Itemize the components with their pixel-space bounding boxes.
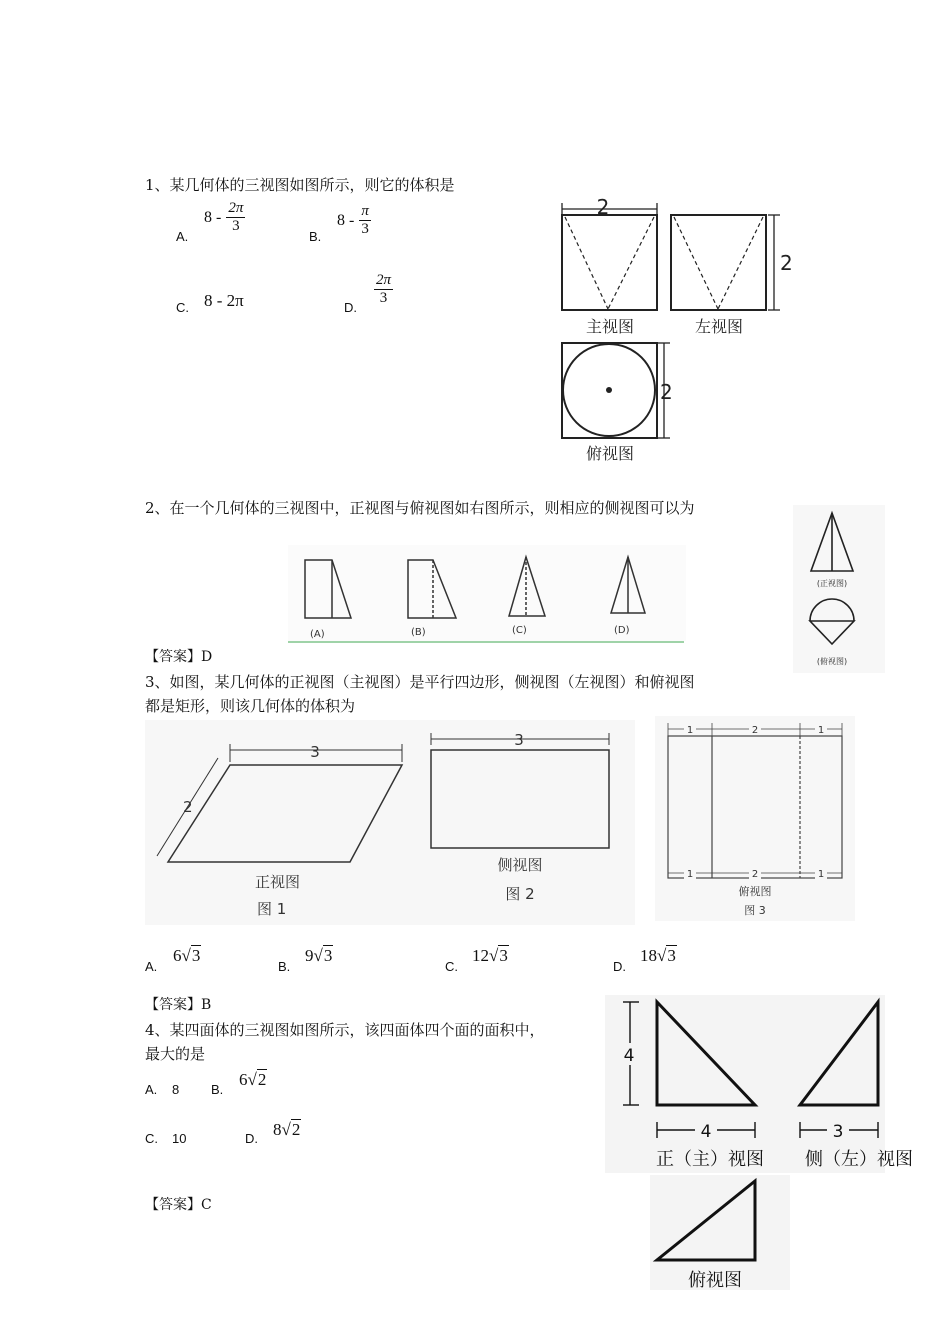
q1-three-view-figure bbox=[540, 195, 800, 470]
q1-option-c-letter: C. bbox=[176, 300, 189, 315]
q1-front-view-square bbox=[562, 215, 657, 310]
q2-front-view-label: (正视图) bbox=[816, 579, 848, 588]
q3-top-view-figure bbox=[655, 716, 855, 921]
q3-option-c-value: 12√3 bbox=[472, 946, 508, 965]
q1-option-d-expr bbox=[374, 272, 393, 307]
q1-option-a-fraction: $\frac{2\pi}{3}$ bbox=[228, 200, 244, 234]
q4-front-width-dim: 4 bbox=[700, 1122, 712, 1142]
q4-side-width-dim: 3 bbox=[832, 1122, 844, 1142]
q3-option-a-value: 6√3 bbox=[173, 946, 201, 965]
q1-option-d-letter: D. bbox=[344, 300, 357, 315]
q3-option-b-letter: B. bbox=[278, 959, 291, 974]
q4-option-d-value: 8√2 bbox=[273, 1120, 301, 1139]
q1-option-d-fraction: $\frac{2\pi}{3}$ bbox=[376, 272, 392, 306]
q3-option-b-value: 9√3 bbox=[305, 946, 333, 965]
q3-fig3-seg1-bottom: 1 bbox=[686, 869, 694, 880]
q3-fig2-top-dim: 3 bbox=[514, 731, 524, 749]
q1-stem: 1、某几何体的三视图如图所示，则它的体积是 bbox=[145, 176, 455, 194]
q2-choice-a-label: (A) bbox=[310, 629, 325, 640]
q1-option-b-expr bbox=[337, 203, 371, 238]
q3-fig3-seg3-bottom: 1 bbox=[817, 869, 825, 880]
q1-dim-top: 2 bbox=[596, 195, 610, 219]
q1-option-a-letter: A. bbox=[176, 229, 189, 244]
q4-top-label: 俯视图 bbox=[688, 1270, 742, 1291]
q2-stem: 2、在一个几何体的三视图中，正视图与俯视图如右图所示，则相应的侧视图可以为 bbox=[145, 499, 695, 517]
q1-front-label: 主视图 bbox=[585, 317, 635, 336]
q2-choice-b-label: (B) bbox=[411, 627, 426, 638]
q3-fig1-side-dim: 2 bbox=[183, 798, 193, 816]
q1-side-view-square bbox=[671, 215, 766, 310]
q3-stem-line1: 3、如图，某几何体的正视图（主视图）是平行四边形，侧视图（左视图）和俯视图 bbox=[145, 673, 695, 691]
q3-answer: 【答案】B bbox=[145, 997, 212, 1013]
q1-top-label: 俯视图 bbox=[585, 444, 635, 463]
q1-side-label: 左视图 bbox=[694, 317, 744, 336]
q3-fig3-seg2-bottom: 2 bbox=[751, 869, 759, 880]
q4-option-a-value: 8 bbox=[172, 1082, 180, 1097]
q3-fig3-name: 俯视图 bbox=[738, 885, 772, 898]
q4-option-a-letter: A. bbox=[145, 1082, 158, 1097]
q4-height-dim: 4 bbox=[623, 1046, 635, 1066]
q1-dim-top-view: 2 bbox=[660, 380, 673, 404]
q2-choice-c-label: (C) bbox=[512, 625, 527, 636]
q3-fig3-seg3-top: 1 bbox=[817, 725, 825, 736]
q4-side-label: 侧（左）视图 bbox=[805, 1149, 913, 1170]
q2-answer: 【答案】D bbox=[145, 649, 213, 665]
q3-views-figure bbox=[145, 720, 635, 925]
q4-answer: 【答案】C bbox=[145, 1197, 212, 1213]
q2-given-views-figure bbox=[793, 505, 885, 673]
q4-option-b-value: 6√2 bbox=[239, 1070, 267, 1089]
q4-stem-line2: 最大的是 bbox=[145, 1045, 206, 1063]
q3-fig1-top-dim: 3 bbox=[310, 743, 320, 761]
q3-fig2-name: 侧视图 bbox=[497, 856, 543, 874]
q1-option-a-prefix: 8 - bbox=[204, 209, 222, 226]
q3-fig1-caption: 图 1 bbox=[257, 900, 287, 918]
q1-option-a-expr bbox=[204, 200, 245, 235]
q4-option-c-letter: C. bbox=[145, 1131, 158, 1146]
q1-option-c-expr: 8 - 2π bbox=[204, 291, 244, 310]
q3-fig2-caption: 图 2 bbox=[505, 885, 535, 903]
q3-option-a-letter: A. bbox=[145, 959, 158, 974]
q2-choice-d-label: (D) bbox=[614, 625, 630, 636]
q4-option-b-letter: B. bbox=[211, 1082, 224, 1097]
q3-fig3-seg1-top: 1 bbox=[686, 725, 694, 736]
q1-option-b-prefix: 8 - bbox=[337, 212, 355, 229]
q4-option-d-letter: D. bbox=[245, 1131, 258, 1146]
q4-front-label: 正（主）视图 bbox=[656, 1149, 764, 1170]
q3-option-d-value: 18√3 bbox=[640, 946, 676, 965]
q3-fig3-seg2-top: 2 bbox=[751, 725, 759, 736]
q3-option-d-letter: D. bbox=[613, 959, 626, 974]
q1-option-b-fraction: $\frac{\pi}{3}$ bbox=[361, 203, 369, 237]
q4-option-c-value: 10 bbox=[172, 1131, 187, 1146]
q3-fig3-caption: 图 3 bbox=[744, 904, 766, 917]
q4-stem-line1: 4、某四面体的三视图如图所示，该四面体四个面的面积中， bbox=[145, 1021, 545, 1039]
q2-choices-figure bbox=[288, 545, 686, 645]
q2-top-view-label: (俯视图) bbox=[816, 657, 848, 666]
q1-option-b-letter: B. bbox=[309, 229, 322, 244]
q3-stem-line2: 都是矩形，则该几何体的体积为 bbox=[145, 697, 356, 715]
q1-dim-right: 2 bbox=[780, 251, 793, 275]
q4-three-view-figure bbox=[605, 995, 930, 1295]
q3-fig1-name: 正视图 bbox=[255, 873, 301, 891]
q3-option-c-letter: C. bbox=[445, 959, 458, 974]
